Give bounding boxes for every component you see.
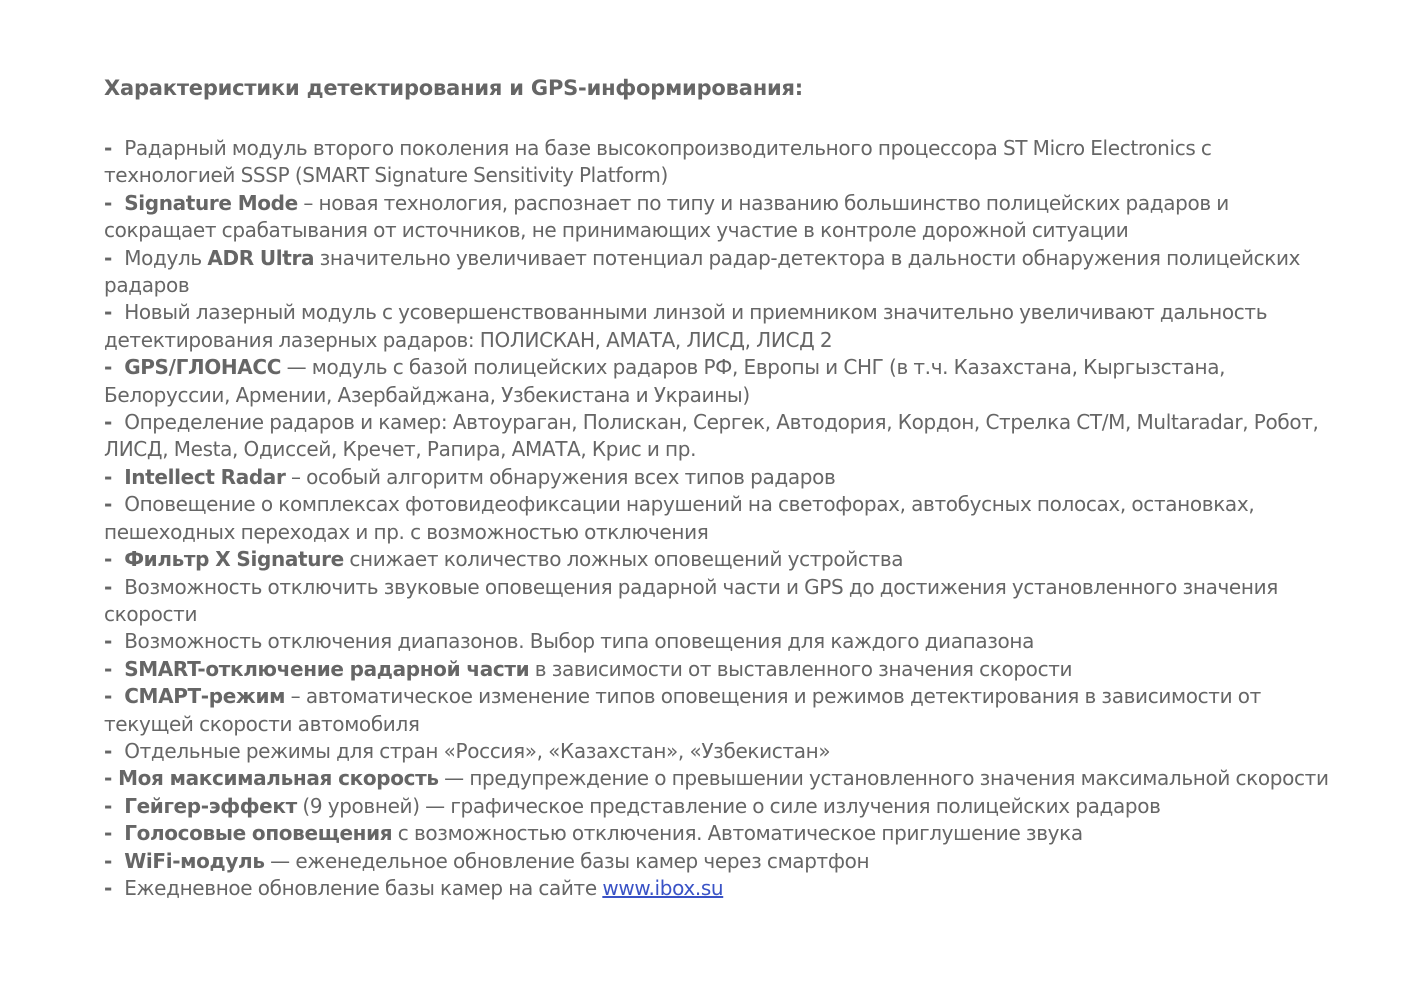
bullet-dash: - [104,738,125,763]
bullet-dash: - [104,547,125,572]
bullet-dash: - [104,245,125,270]
bullet-dash: - [104,574,125,599]
feature-description: значительно увеличивает потенциал радар-детектора в дальности обнаружения полицейских радаров [104,245,1301,298]
feature-item [104,409,1334,464]
feature-description: – автоматическое изменение типов оповещения и режимов детектирования в зависимости от текущей скорости автомобиля [104,684,1261,736]
feature-description: Новый лазерный модуль с усовершенствованными линзой и приемником значительно увеличивают дальность детектирования лазерных радаров: ПОЛИСКАН, АМАТА, ЛИСД, ЛИСД 2 [104,300,1268,352]
feature-name: СМАРТ-режим [124,684,286,709]
feature-name: Моя максимальная скорость [118,766,439,791]
feature-name: Голосовые оповещения [124,821,393,846]
bullet-dash: - [104,629,125,654]
feature-prefix: Модуль [124,245,208,270]
feature-item [104,848,1334,875]
feature-item [104,628,1334,655]
feature-item [104,683,1334,738]
bullet-dash: - [104,464,125,489]
bullet-dash: - [104,410,125,435]
bullet-dash: - [104,793,125,818]
feature-description: – новая технология, распознает по типу и названию большинство полицейских радаров и сокращает срабатывания от источников, не принимающих участие в контроле дорожной ситуации [104,190,1229,243]
feature-description: Радарный модуль второго поколения на базе высокопроизводительного процессора ST Micro Electronics с технологией SSSP (SMART Signature Sensitivity Platform) [104,136,1212,188]
feature-name: WiFi-модуль [124,848,265,873]
feature-name: GPS/ГЛОНАСС [124,355,282,380]
feature-description: Оповещение о комплексах фотовидеофиксации нарушений на светофорах, автобусных полосах, остановках, пешеходных переходах и пр. с возможностью отключения [104,492,1255,544]
feature-description: Отдельные режимы для стран «Россия», «Казахстан», «Узбекистан» [124,738,831,763]
feature-item [104,793,1334,820]
feature-description: (9 уровней) — графическое представление о силе излучения полицейских радаров [296,793,1161,818]
feature-item [104,738,1334,765]
feature-item [104,574,1334,629]
feature-item [104,491,1334,546]
feature-item [104,546,1334,573]
feature-item [104,875,1334,902]
bullet-dash: - [104,848,125,873]
feature-item [104,656,1334,683]
feature-description: — еженедельное обновление базы камер через смартфон [264,848,870,873]
feature-description: Возможность отключить звуковые оповещения радарной части и GPS до достижения установленного значения скорости [104,574,1278,626]
feature-item [104,820,1334,847]
bullet-dash: - [104,875,125,900]
feature-item [104,190,1334,245]
feature-item [104,245,1334,300]
bullet-dash: - [104,656,125,681]
bullet-dash: - [104,300,125,325]
feature-description: снижает количество ложных оповещений устройства [343,547,904,572]
feature-description: с возможностью отключения. Автоматическое приглушение звука [392,821,1083,846]
feature-description: в зависимости от выставленного значения скорости [529,656,1073,681]
feature-name: Фильтр X Signature [124,547,344,572]
feature-name: Intellect Radar [124,464,286,489]
bullet-dash: - [104,355,125,380]
feature-item [104,354,1334,409]
feature-item [104,765,1334,792]
website-link[interactable]: www.ibox.su [602,875,724,900]
feature-description: Ежедневное обновление базы камер на сайте [124,875,603,900]
bullet-dash: - [104,766,119,791]
feature-name: Гейгер-эффект [124,793,297,818]
feature-description: — предупреждение о превышении установленного значения максимальной скорости [438,766,1329,791]
feature-item [104,299,1334,354]
feature-description: – особый алгоритм обнаружения всех типов радаров [285,464,836,489]
bullet-dash: - [104,190,125,215]
document-body [104,72,1334,902]
feature-description: Возможность отключения диапазонов. Выбор типа оповещения для каждого диапазона [124,629,1035,654]
feature-description: — модуль с базой полицейских радаров РФ, Европы и СНГ (в т.ч. Казахстана, Кыргызстана, Белоруссии, Армении, Азербайджана, Узбекистана и Украины) [104,355,1226,407]
section-heading: Характеристики детектирования и GPS-информирования: [104,76,804,100]
feature-name: SMART-отключение радарной части [124,656,530,681]
feature-item [104,464,1334,491]
feature-description: Определение радаров и камер: Автоураган, Полискан, Сергек, Автодория, Кордон, Стрелка СТ/М, Multaradar, Робот, ЛИСД, Mesta, Одиссей, Кречет, Рапира, АМАТА, Крис и пр. [104,410,1319,462]
feature-name: ADR Ultra [207,245,315,270]
feature-list [104,135,1334,902]
bullet-dash: - [104,136,125,160]
feature-item [104,135,1334,190]
feature-name: Signature Mode [124,190,298,215]
bullet-dash: - [104,492,125,517]
bullet-dash: - [104,821,125,846]
bullet-dash: - [104,684,125,709]
